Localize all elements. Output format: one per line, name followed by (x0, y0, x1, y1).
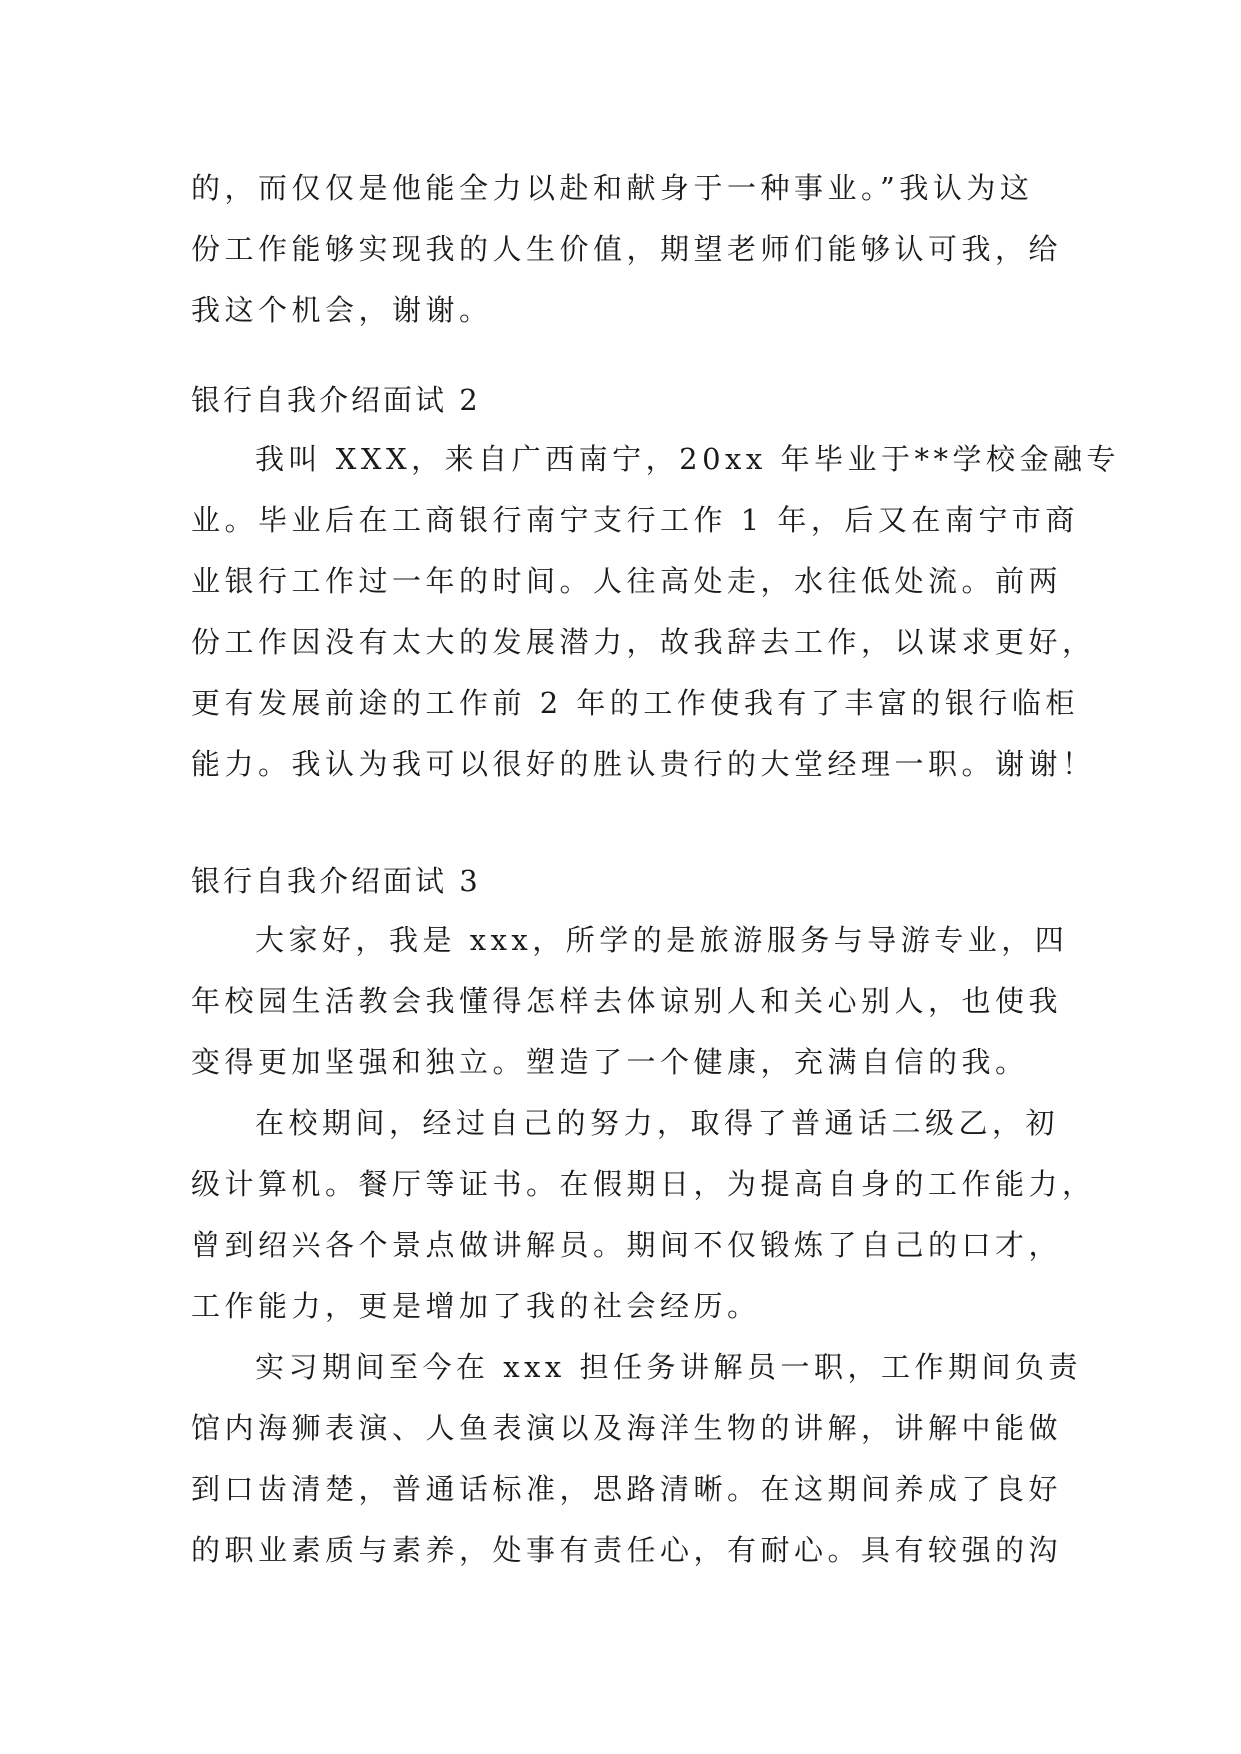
text-line: 业。毕业后在工商银行南宁支行工作 1 年，后又在南宁市商 (191, 503, 1079, 537)
section-2-paragraph (191, 429, 1120, 795)
section-3-heading: 银行自我介绍面试 3 (191, 864, 481, 898)
text-line: 曾到绍兴各个景点做讲解员。期间不仅锻炼了自己的口才， (191, 1228, 1063, 1262)
text-line: 到口齿清楚，普通话标准，思路清晰。在这期间养成了良好 (191, 1472, 1063, 1506)
section-2-heading: 银行自我介绍面试 2 (191, 383, 481, 417)
text-line: 我这个机会，谢谢。 (191, 293, 493, 327)
text-line: 业银行工作过一年的时间。人往高处走，水往低处流。前两 (191, 564, 1063, 598)
text-line: 的职业素质与素养，处事有责任心，有耐心。具有较强的沟 (191, 1533, 1063, 1567)
text-line: 大家好，我是 xxx，所学的是旅游服务与导游专业，四 (255, 923, 1069, 957)
text-line: 在校期间，经过自己的努力，取得了普通话二级乙，初 (255, 1106, 1060, 1140)
intro-continuation-paragraph (191, 158, 1063, 341)
text-line: 变得更加坚强和独立。塑造了一个健康，充满自信的我。 (191, 1045, 1029, 1079)
text-line: 年校园生活教会我懂得怎样去体谅别人和关心别人，也使我 (191, 984, 1063, 1018)
text-line: 馆内海狮表演、人鱼表演以及海洋生物的讲解，讲解中能做 (191, 1411, 1063, 1445)
text-line: 能力。我认为我可以很好的胜认贵行的大堂经理一职。谢谢！ (191, 747, 1096, 781)
text-line: 工作能力，更是增加了我的社会经历。 (191, 1289, 761, 1323)
text-line: 份工作能够实现我的人生价值，期望老师们能够认可我，给 (191, 232, 1063, 266)
text-line: 实习期间至今在 xxx 担任务讲解员一职，工作期间负责 (255, 1350, 1083, 1384)
text-line: 份工作因没有太大的发展潜力，故我辞去工作，以谋求更好， (191, 625, 1096, 659)
text-line: 级计算机。餐厅等证书。在假期日，为提高自身的工作能力， (191, 1167, 1096, 1201)
section-3-paragraph-3 (191, 1337, 1083, 1581)
section-3-paragraph-1 (191, 910, 1069, 1093)
text-line: 的，而仅仅是他能全力以赴和献身于一种事业。”我认为这 (191, 171, 1034, 205)
text-line: 更有发展前途的工作前 2 年的工作使我有了丰富的银行临柜 (191, 686, 1079, 720)
text-line: 我叫 XXX，来自广西南宁，20xx 年毕业于**学校金融专 (255, 442, 1120, 476)
section-3-paragraph-2 (191, 1093, 1096, 1337)
